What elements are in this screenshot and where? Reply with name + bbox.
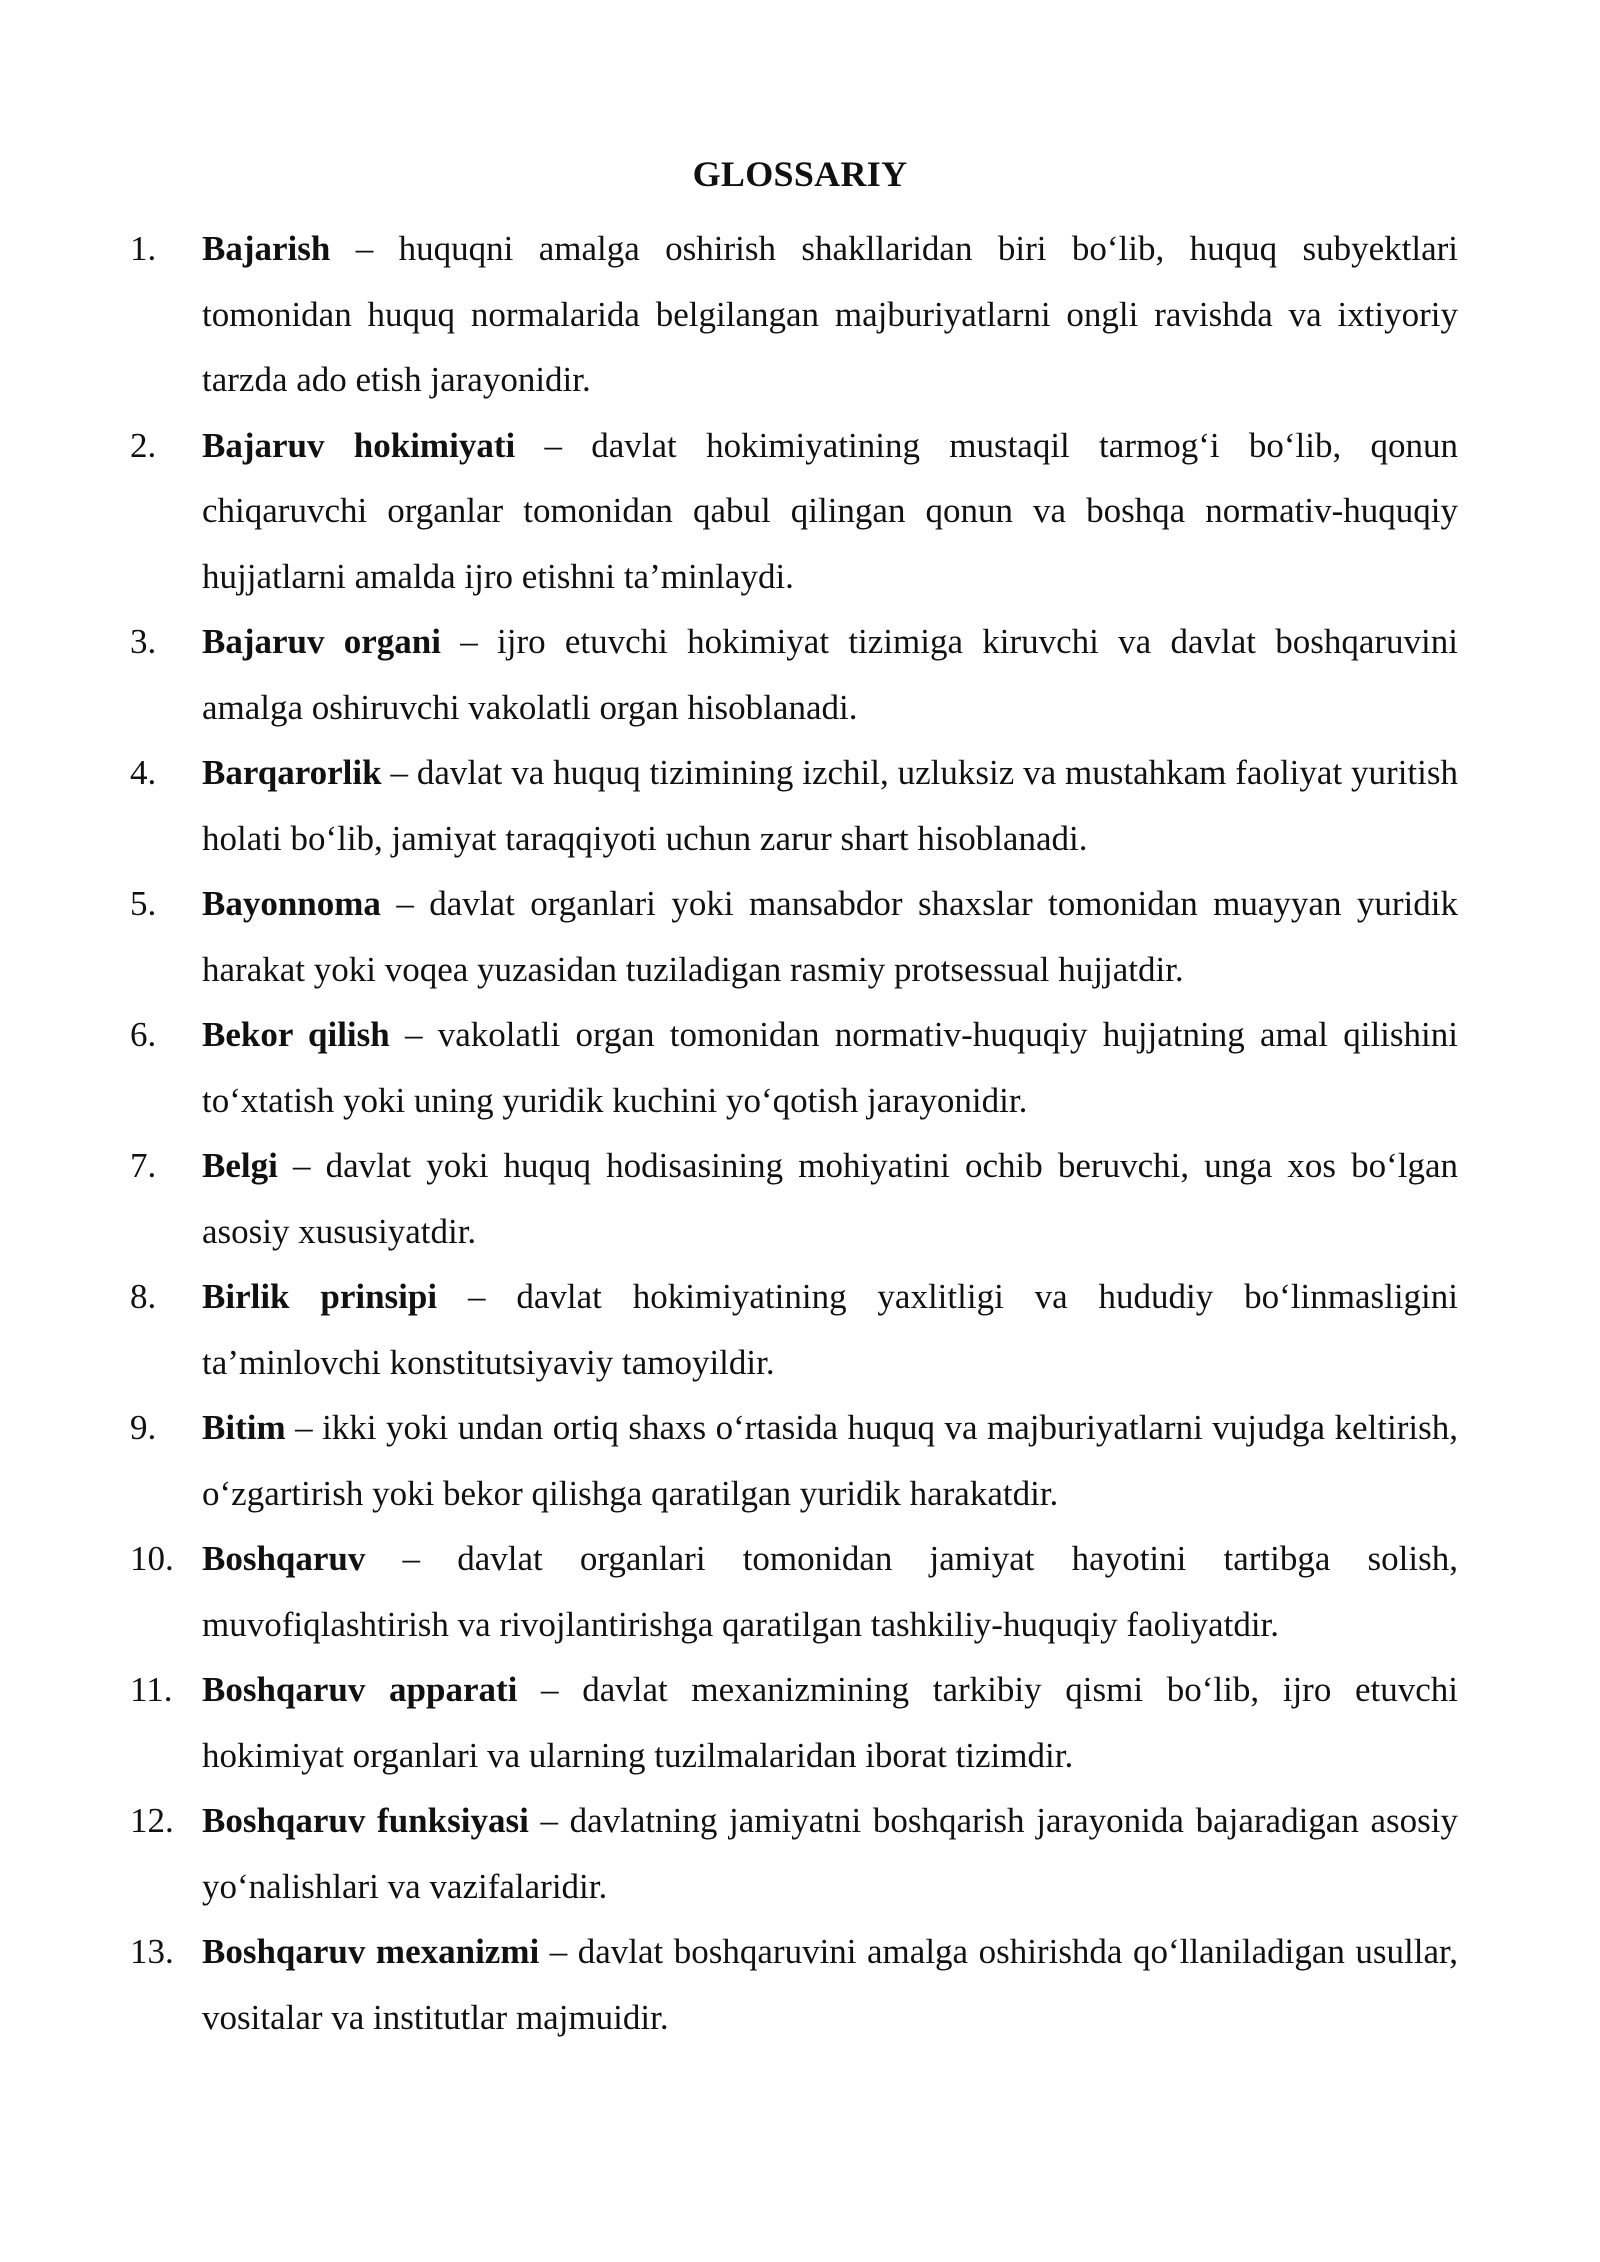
- glossary-entry: [0, 1002, 1600, 1133]
- entry-term: Bajarish: [202, 229, 331, 268]
- entry-definition: – davlat yoki huquq hodisasining mohiyatini ochib beruvchi, unga xos bo‘lgan asosiy xususiyatdir.: [202, 1146, 1458, 1251]
- entry-term: Boshqaruv apparati: [202, 1670, 518, 1709]
- entry-term: Boshqaruv funksiyasi: [202, 1801, 529, 1840]
- entry-number: 11.: [130, 1670, 173, 1709]
- entry-term: Bajaruv organi: [202, 622, 441, 661]
- entry-text: [202, 871, 1458, 1002]
- glossary-entry: [0, 609, 1600, 740]
- entry-number: 3.: [130, 622, 157, 661]
- entry-number: 7.: [130, 1146, 157, 1185]
- glossary-entry: [0, 1395, 1600, 1526]
- entry-term: Birlik prinsipi: [202, 1277, 438, 1316]
- entry-text: [202, 609, 1458, 740]
- entry-number: 12.: [130, 1801, 174, 1840]
- glossary-entry: [0, 216, 1600, 413]
- glossary-entry: [0, 740, 1600, 871]
- entry-number: 10.: [130, 1539, 174, 1578]
- entry-term: Barqarorlik: [202, 753, 382, 792]
- entry-text: [202, 216, 1458, 413]
- entry-number: 6.: [130, 1015, 157, 1054]
- glossary-entry: [0, 413, 1600, 610]
- entry-number: 8.: [130, 1277, 157, 1316]
- entry-text: [202, 1919, 1458, 2050]
- entry-definition: – ijro etuvchi hokimiyat tizimiga kiruvchi va davlat boshqaruvini amalga oshiruvchi vakolatli organ hisoblanadi.: [202, 622, 1458, 727]
- entry-text: [202, 1395, 1458, 1526]
- glossary-entry: [0, 1657, 1600, 1788]
- entry-definition: – davlat organlari yoki mansabdor shaxslar tomonidan muayyan yuridik harakat yoki voqea yuzasidan tuziladigan rasmiy protsessual hujjatdir.: [202, 884, 1458, 989]
- entry-text: [202, 1002, 1458, 1133]
- entry-definition: – davlat hokimiyatining yaxlitligi va hududiy bo‘linmasligini ta’minlovchi konstitutsiyaviy tamoyildir.: [202, 1277, 1458, 1382]
- entry-number: 9.: [130, 1408, 157, 1447]
- entry-term: Bajaruv hokimiyati: [202, 425, 516, 465]
- glossary-entry: [0, 1526, 1600, 1657]
- entry-text: [202, 1133, 1458, 1264]
- glossary-entry: [0, 871, 1600, 1002]
- entry-text: [202, 1264, 1458, 1395]
- glossary-entry: [0, 1264, 1600, 1395]
- entry-number: 4.: [130, 753, 157, 792]
- glossary-entry: [0, 1133, 1600, 1264]
- entry-term: Belgi: [202, 1146, 278, 1185]
- entry-number: 5.: [130, 884, 157, 923]
- entry-term: Bekor qilish: [202, 1015, 390, 1054]
- entry-text: [202, 1788, 1458, 1919]
- entry-definition: – davlat va huquq tizimining izchil, uzluksiz va mustahkam faoliyat yuritish holati bo‘lib, jamiyat taraqqiyoti uchun zarur shart hisoblanadi.: [202, 753, 1458, 858]
- page-title: GLOSSARIY: [692, 154, 908, 194]
- entry-definition: – huquqni amalga oshirish shakllaridan biri bo‘lib, huquq subyektlari tomonidan huquq normalarida belgilangan majburiyatlarni ongli ravishda va ixtiyoriy tarzda ado etish jarayonidir.: [202, 229, 1458, 399]
- entry-number: 13.: [130, 1932, 174, 1971]
- entry-definition: – vakolatli organ tomonidan normativ-huquqiy hujjatning amal qilishini to‘xtatish yoki uning yuridik kuchini yo‘qotish jarayonidir.: [202, 1015, 1458, 1120]
- entry-definition: – davlatning jamiyatni boshqarish jarayonida bajaradigan asosiy yo‘nalishlari va vazifalaridir.: [202, 1801, 1458, 1906]
- glossary-entry: [0, 1919, 1600, 2050]
- glossary-entry: [0, 1788, 1600, 1919]
- entry-text: [202, 413, 1458, 610]
- entry-term: Boshqaruv: [202, 1539, 366, 1578]
- entry-term: Bitim: [202, 1408, 286, 1447]
- entry-number: 1.: [130, 229, 157, 268]
- entry-term: Boshqaruv mexanizmi: [202, 1932, 540, 1971]
- entry-text: [202, 1526, 1458, 1657]
- entry-text: [202, 1657, 1458, 1788]
- entry-definition: – davlat organlari tomonidan jamiyat hayotini tartibga solish, muvofiqlashtirish va rivojlantirishga qaratilgan tashkiliy-huquqiy faoliyatdir.: [202, 1539, 1458, 1644]
- entry-definition: – davlat boshqaruvini amalga oshirishda qo‘llaniladigan usullar, vositalar va institutlar majmuidir.: [202, 1932, 1458, 2037]
- glossary-list: [0, 216, 1600, 2050]
- entry-definition: – davlat mexanizmining tarkibiy qismi bo‘lib, ijro etuvchi hokimiyat organlari va ularning tuzilmalaridan iborat tizimdir.: [202, 1670, 1459, 1775]
- entry-definition: – davlat hokimiyatining mustaqil tarmog‘i bo‘lib, qonun chiqaruvchi organlar tomonidan qabul qilingan qonun va boshqa normativ-huquqiy hujjatlarni amalda ijro etishni ta’minlaydi.: [202, 425, 1458, 596]
- entry-number: 2.: [130, 425, 157, 465]
- entry-definition: – ikki yoki undan ortiq shaxs o‘rtasida huquq va majburiyatlarni vujudga keltirish, o‘zgartirish yoki bekor qilishga qaratilgan yuridik harakatdir.: [202, 1408, 1458, 1513]
- entry-text: [202, 740, 1458, 871]
- entry-term: Bayonnoma: [202, 884, 381, 923]
